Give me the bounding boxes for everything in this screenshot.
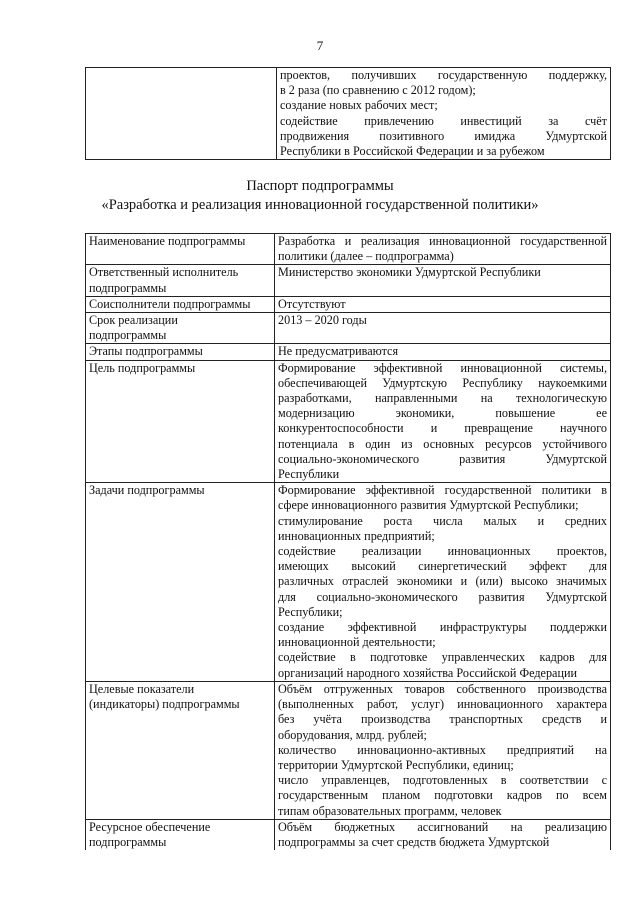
passport-row (86, 681, 611, 819)
row-label-cell (86, 313, 275, 344)
passport-row (86, 483, 611, 682)
continuation-cell (277, 68, 611, 160)
row-label-line: Целевые показатели (89, 681, 195, 696)
passport-row (86, 265, 611, 296)
row-value-line: создание эффективной инфраструктуры поддержки (278, 620, 607, 635)
row-value-line: количество инновационно-активных предприятий на (278, 742, 607, 757)
row-label-cell (86, 819, 275, 850)
passport-table (85, 233, 611, 850)
row-value-line: оборудования, млрд. рублей; (278, 727, 427, 742)
row-value-line: конкурентоспособности и превращение научного (278, 421, 607, 436)
section-heading: Паспорт подпрограммы (246, 178, 394, 194)
row-value-line: различных отраслей экономики и (или) высоко значимых (278, 574, 607, 589)
row-label-cell (86, 344, 275, 360)
text-line: в 2 раза (по сравнению с 2012 годом); (280, 83, 476, 98)
row-value-line: Отсутствуют (278, 296, 346, 311)
row-value-line: сфере инновационного развития Удмуртской Республики; (278, 498, 579, 513)
row-value-line: Министерство экономики Удмуртской Республики (278, 265, 541, 280)
row-label-cell (86, 681, 275, 819)
row-value-line: разработками, направленными на технологическую (278, 391, 607, 406)
row-label-line: Ресурсное обеспечение (89, 819, 211, 834)
row-label-line: подпрограммы (89, 328, 167, 343)
text-line: Республики в Российской Федерации и за рубежом (280, 144, 545, 159)
row-value-cell (275, 296, 611, 312)
row-label-line: Срок реализации (89, 313, 178, 328)
row-value-cell (275, 819, 611, 850)
row-value-line: Формирование эффективной государственной политики в (278, 483, 607, 498)
row-value-line: организаций народного хозяйства Российской Федерации (278, 665, 578, 680)
row-value-cell (275, 483, 611, 682)
row-label-line: Наименование подпрограммы (89, 234, 246, 248)
row-value-line: содействие реализации инновационных проектов, (278, 544, 607, 559)
row-value-line: модернизацию экономики, повышение ее (278, 406, 607, 421)
row-value-line: типам образовательных программ, человек (278, 803, 502, 818)
passport-row (86, 313, 611, 344)
row-value-line: имеющих высокий синергетический эффект для (278, 559, 607, 574)
row-value-line: Республики; (278, 604, 343, 619)
row-value-line: без учёта производства транспортных средств и (278, 712, 607, 727)
row-value-line: инновационных предприятий; (278, 528, 435, 543)
row-label-line: подпрограммы (89, 834, 167, 849)
row-label-line: Цель подпрограммы (89, 360, 196, 375)
row-value-line: Не предусматриваются (278, 344, 399, 359)
row-value-line: содействие в подготовке управленческих кадров для (278, 650, 607, 665)
row-value-line: Республики (278, 467, 340, 482)
row-value-line: стимулирование роста числа малых и средних (278, 513, 607, 528)
passport-row (86, 360, 611, 483)
row-label-line: (индикаторы) подпрограммы (89, 697, 240, 712)
row-label-cell (86, 360, 275, 483)
row-label-line: Этапы подпрограммы (89, 344, 203, 359)
row-value-line: Объём бюджетных ассигнований на реализацию (278, 819, 607, 834)
row-value-cell (275, 265, 611, 296)
row-value-line: Формирование эффективной инновационной системы, (278, 360, 607, 375)
row-value-line: социально-экономического развития Удмуртской (278, 451, 607, 466)
section-subheading: «Разработка и реализация инновационной государственной политики» (101, 197, 539, 213)
row-label-cell (86, 265, 275, 296)
row-value-line: подпрограммы за счет средств бюджета Удмуртской (278, 834, 550, 849)
row-value-cell (275, 344, 611, 360)
row-value-line: обеспечивающей Удмуртскую Республику наукоемкими (278, 375, 607, 390)
row-label-cell (86, 483, 275, 682)
empty-cell (86, 68, 277, 160)
row-label-line: Соисполнители подпрограммы (89, 296, 251, 311)
text-line: создание новых рабочих мест; (280, 98, 438, 113)
row-value-line: для социально-экономического развития Удмуртской (278, 589, 607, 604)
row-value-cell (275, 234, 611, 265)
page-number: 7 (316, 38, 324, 53)
text-line: содействие привлечению инвестиций за счёт (280, 113, 607, 128)
row-value-line: государственным планом подготовки кадров по всем (278, 788, 607, 803)
row-label-line: подпрограммы (89, 280, 167, 295)
row-label-cell (86, 234, 275, 265)
row-value-line: политики (далее – подпрограмма) (278, 249, 454, 264)
row-value-line: инновационной деятельности; (278, 635, 436, 650)
row-value-line: число управленцев, подготовленных в соответствии с (278, 773, 607, 788)
row-label-line: Задачи подпрограммы (89, 483, 205, 498)
row-value-line: (выполненных работ, услуг) инновационного характера (278, 697, 607, 712)
passport-row (86, 344, 611, 360)
row-label-line: Ответственный исполнитель (89, 265, 239, 280)
passport-row (86, 234, 611, 265)
passport-row (86, 296, 611, 312)
continuation-row (86, 68, 611, 160)
text-line: проектов, получивших государственную поддержку, (280, 68, 607, 82)
text-line: продвижения позитивного имиджа Удмуртской (280, 128, 607, 143)
row-value-line: Объём отгруженных товаров собственного производства (278, 681, 607, 696)
row-value-line: Разработка и реализация инновационной государственной (278, 234, 607, 248)
row-label-cell (86, 296, 275, 312)
row-value-cell (275, 360, 611, 483)
row-value-cell (275, 313, 611, 344)
row-value-line: потенциала в один из основных ресурсов устойчивого (278, 436, 607, 451)
row-value-line: 2013 – 2020 годы (278, 313, 367, 328)
continuation-table (85, 67, 611, 160)
passport-row (86, 819, 611, 850)
row-value-cell (275, 681, 611, 819)
row-value-line: территории Удмуртской Республики, единиц; (278, 757, 514, 772)
